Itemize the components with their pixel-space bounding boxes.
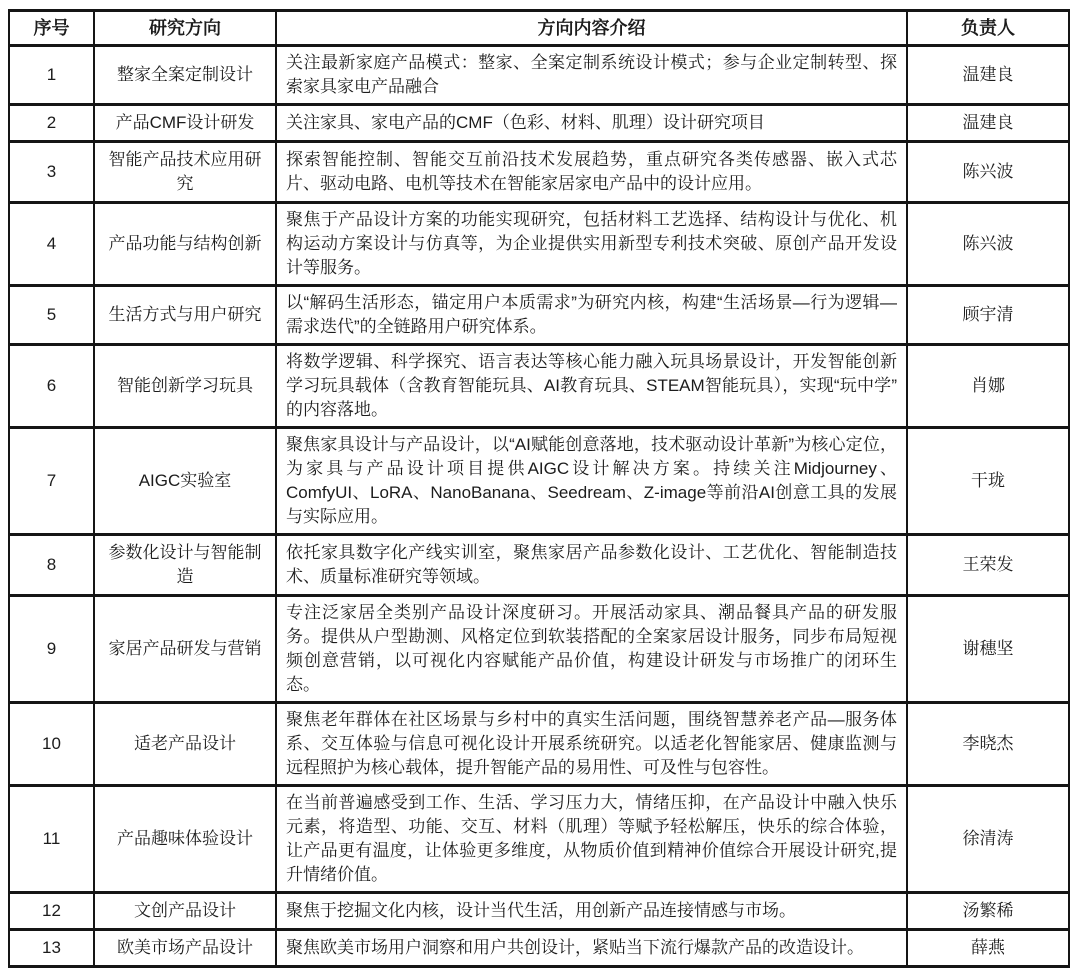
row-no: 1 <box>9 46 94 105</box>
col-header-intro: 方向内容介绍 <box>276 11 907 46</box>
direction-cell: 文创产品设计 <box>94 893 276 930</box>
research-directions-table <box>8 9 1070 968</box>
intro-cell: 聚焦于挖掘文化内核，设计当代生活，用创新产品连接情感与市场。 <box>276 893 907 930</box>
direction-cell: 欧美市场产品设计 <box>94 930 276 967</box>
direction-cell: 生活方式与用户研究 <box>94 286 276 345</box>
intro-cell: 关注家具、家电产品的CMF（色彩、材料、肌理）设计研究项目 <box>276 105 907 142</box>
leader-cell: 陈兴波 <box>907 142 1069 203</box>
direction-cell: 家居产品研发与营销 <box>94 596 276 703</box>
col-header-leader: 负责人 <box>907 11 1069 46</box>
row-no: 6 <box>9 345 94 428</box>
col-header-no: 序号 <box>9 11 94 46</box>
leader-cell: 顾宇清 <box>907 286 1069 345</box>
leader-cell: 肖娜 <box>907 345 1069 428</box>
direction-cell: 产品CMF设计研发 <box>94 105 276 142</box>
intro-cell: 聚焦家具设计与产品设计，以“AI赋能创意落地，技术驱动设计革新”为核心定位，为家具与产品设计项目提供AIGC设计解决方案。持续关注Midjourney、ComfyUI、LoRA、NanoBanana、Seedream、Z-image等前沿AI创意工具的发展与实际应用。 <box>276 428 907 535</box>
col-header-direction: 研究方向 <box>94 11 276 46</box>
direction-cell: 智能产品技术应用研究 <box>94 142 276 203</box>
intro-cell: 探索智能控制、智能交互前沿技术发展趋势，重点研究各类传感器、嵌入式芯片、驱动电路、电机等技术在智能家居家电产品中的设计应用。 <box>276 142 907 203</box>
table-row <box>9 703 1069 786</box>
intro-cell: 在当前普遍感受到工作、生活、学习压力大，情绪压抑，在产品设计中融入快乐元素，将造型、功能、交互、材料（肌理）等赋予轻松解压，快乐的综合体验，让产品更有温度，让体验更多维度，从物质价值到精神价值综合开展设计研究,提升情绪价值。 <box>276 786 907 893</box>
intro-cell: 聚焦欧美市场用户洞察和用户共创设计，紧贴当下流行爆款产品的改造设计。 <box>276 930 907 967</box>
row-no: 4 <box>9 203 94 286</box>
leader-cell: 温建良 <box>907 46 1069 105</box>
intro-cell: 聚焦于产品设计方案的功能实现研究，包括材料工艺选择、结构设计与优化、机构运动方案设计与仿真等，为企业提供实用新型专利技术突破、原创产品开发设计等服务。 <box>276 203 907 286</box>
table-row <box>9 535 1069 596</box>
direction-cell: 参数化设计与智能制造 <box>94 535 276 596</box>
table-row <box>9 345 1069 428</box>
direction-cell: AIGC实验室 <box>94 428 276 535</box>
row-no: 11 <box>9 786 94 893</box>
row-no: 2 <box>9 105 94 142</box>
direction-cell: 适老产品设计 <box>94 703 276 786</box>
intro-cell: 聚焦老年群体在社区场景与乡村中的真实生活问题，围绕智慧养老产品—服务体系、交互体验与信息可视化设计开展系统研究。以适老化智能家居、健康监测与远程照护为核心载体，提升智能产品的易用性、可及性与包容性。 <box>276 703 907 786</box>
intro-cell: 依托家具数字化产线实训室，聚焦家居产品参数化设计、工艺优化、智能制造技术、质量标准研究等领域。 <box>276 535 907 596</box>
intro-cell: 以“解码生活形态，锚定用户本质需求”为研究内核，构建“生活场景—行为逻辑—需求迭代”的全链路用户研究体系。 <box>276 286 907 345</box>
leader-cell: 谢穗坚 <box>907 596 1069 703</box>
row-no: 7 <box>9 428 94 535</box>
direction-cell: 产品趣味体验设计 <box>94 786 276 893</box>
table-row <box>9 596 1069 703</box>
table-row <box>9 930 1069 967</box>
intro-cell: 关注最新家庭产品模式：整家、全案定制系统设计模式；参与企业定制转型、探索家具家电产品融合 <box>276 46 907 105</box>
table-row <box>9 105 1069 142</box>
row-no: 12 <box>9 893 94 930</box>
table-header-row <box>9 11 1069 46</box>
leader-cell: 李晓杰 <box>907 703 1069 786</box>
table-row <box>9 286 1069 345</box>
row-no: 13 <box>9 930 94 967</box>
leader-cell: 汤繁稀 <box>907 893 1069 930</box>
direction-cell: 整家全案定制设计 <box>94 46 276 105</box>
table-row <box>9 142 1069 203</box>
table-row <box>9 203 1069 286</box>
intro-cell: 专注泛家居全类别产品设计深度研习。开展活动家具、潮品餐具产品的研发服务。提供从户型勘测、风格定位到软装搭配的全案家居设计服务，同步布局短视频创意营销，以可视化内容赋能产品价值，构建设计研发与市场推广的闭环生态。 <box>276 596 907 703</box>
leader-cell: 徐清涛 <box>907 786 1069 893</box>
direction-cell: 智能创新学习玩具 <box>94 345 276 428</box>
leader-cell: 王荣发 <box>907 535 1069 596</box>
row-no: 10 <box>9 703 94 786</box>
table-row <box>9 46 1069 105</box>
table-row <box>9 428 1069 535</box>
row-no: 8 <box>9 535 94 596</box>
leader-cell: 薛燕 <box>907 930 1069 967</box>
table-row <box>9 893 1069 930</box>
row-no: 9 <box>9 596 94 703</box>
row-no: 5 <box>9 286 94 345</box>
intro-cell: 将数学逻辑、科学探究、语言表达等核心能力融入玩具场景设计，开发智能创新学习玩具载体（含教育智能玩具、AI教育玩具、STEAM智能玩具），实现“玩中学”的内容落地。 <box>276 345 907 428</box>
leader-cell: 干珑 <box>907 428 1069 535</box>
direction-cell: 产品功能与结构创新 <box>94 203 276 286</box>
leader-cell: 温建良 <box>907 105 1069 142</box>
row-no: 3 <box>9 142 94 203</box>
table-row <box>9 786 1069 893</box>
leader-cell: 陈兴波 <box>907 203 1069 286</box>
